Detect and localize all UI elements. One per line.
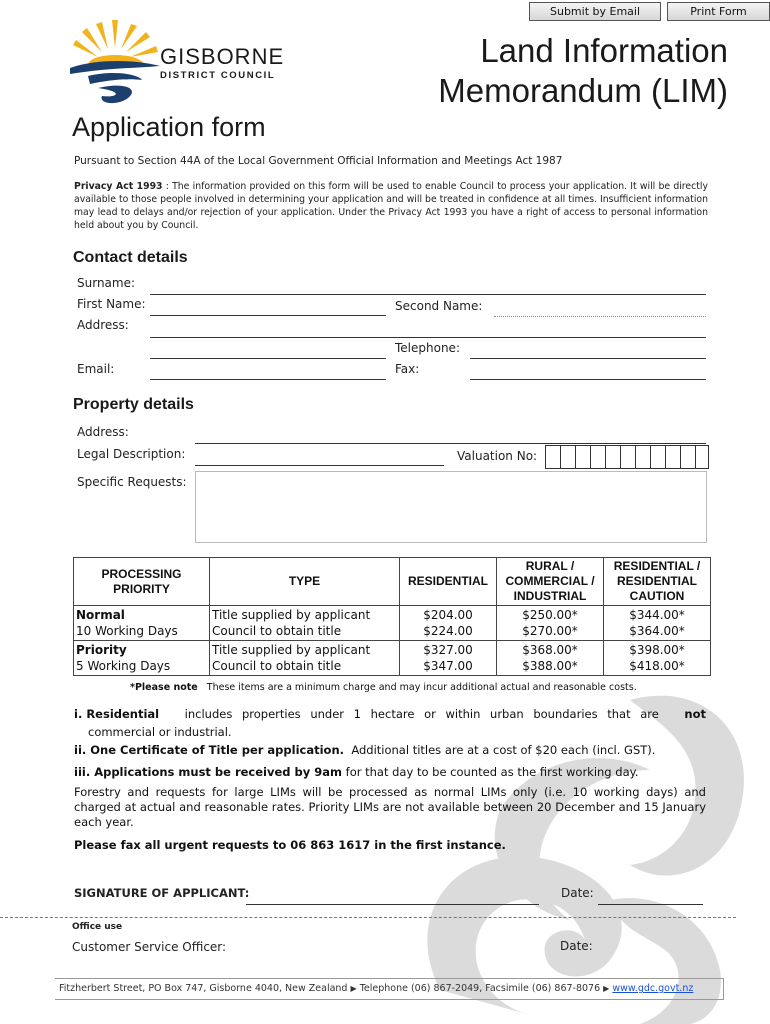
- surname-field[interactable]: [150, 294, 706, 295]
- application-form-heading: Application form: [72, 112, 266, 142]
- surname-label: Surname:: [77, 276, 136, 290]
- logo-subtitle: DISTRICT COUNCIL: [160, 70, 276, 81]
- address-label: Address:: [77, 318, 129, 332]
- note-residential: i. Residential includes properties under 1 hectare or within urban boundaries that are not commercial or industrial.: [74, 707, 706, 739]
- footer-bar: [55, 978, 724, 1000]
- table-row: [74, 641, 711, 676]
- email-field[interactable]: [150, 379, 386, 380]
- second-name-label: Second Name:: [395, 299, 483, 313]
- residential-cell: $204.00 $224.00: [400, 606, 497, 641]
- footer-address: Fitzherbert Street, PO Box 747, Gisborne 4040, New Zealand: [59, 983, 348, 994]
- legal-description-label: Legal Description:: [77, 447, 186, 461]
- footer-arrow-icon: ▶: [603, 984, 610, 993]
- processing-fees-table: [73, 557, 711, 676]
- property-details-heading: Property details: [73, 396, 194, 413]
- header-rural-commercial: RURAL / COMMERCIAL / INDUSTRIAL: [497, 558, 604, 606]
- first-name-field[interactable]: [150, 315, 386, 316]
- page-title-line-1: Land Information: [480, 32, 728, 69]
- submit-by-email-button[interactable]: Submit by Email: [529, 2, 661, 21]
- table-row: [74, 606, 711, 641]
- property-address-label: Address:: [77, 425, 129, 439]
- please-note: *Please note These items are a minimum charge and may incur additional actual and reasonable costs.: [130, 682, 637, 693]
- note-forestry: Forestry and requests for large LIMs will be processed as normal LIMs only (i.e. 10 working days) and charged at actual and reasonable rates. Priority LIMs are not available between 20 December and 15 January each year.: [74, 785, 706, 829]
- privacy-text: : The information provided on this form will be used to enable Council to process your application. It will be directly available to those people involved in determining your application and will be treated in confidence at all times. Insufficient information may lead to delays and/or rejection of your application. Under the Privacy Act 1993 you have a right of access to personal information held about you by Council.: [74, 181, 708, 231]
- specific-requests-label: Specific Requests:: [77, 475, 187, 489]
- specific-requests-field[interactable]: [195, 471, 707, 543]
- telephone-label: Telephone:: [395, 341, 460, 355]
- office-date-label: Date:: [560, 939, 593, 953]
- signature-date-field[interactable]: [598, 904, 703, 905]
- print-form-button[interactable]: Print Form: [667, 2, 770, 21]
- rural-cell: $368.00* $388.00*: [497, 641, 604, 676]
- page-title-line-2: Memorandum (LIM): [438, 72, 728, 109]
- customer-service-officer-label: Customer Service Officer:: [72, 940, 227, 954]
- email-label: Email:: [77, 362, 115, 376]
- header-residential-caution: RESIDENTIAL / RESIDENTIAL CAUTION: [604, 558, 711, 606]
- second-name-field[interactable]: [494, 316, 706, 317]
- pursuant-text: Pursuant to Section 44A of the Local Government Official Information and Meetings Act 1987: [74, 155, 563, 167]
- office-use-divider: [0, 917, 736, 918]
- header-residential: RESIDENTIAL: [400, 558, 497, 606]
- fax-field[interactable]: [470, 379, 706, 380]
- header-processing-priority: PROCESSING PRIORITY: [74, 558, 210, 606]
- note-deadline: iii. Applications must be received by 9am for that day to be counted as the first working day.: [74, 765, 639, 779]
- caution-cell: $344.00* $364.00*: [604, 606, 711, 641]
- address-field-line-1[interactable]: [150, 337, 706, 338]
- rural-cell: $250.00* $270.00*: [497, 606, 604, 641]
- signature-field[interactable]: [246, 904, 539, 905]
- legal-description-field[interactable]: [195, 465, 444, 466]
- priority-cell: Priority 5 Working Days: [74, 641, 210, 676]
- type-cell: Title supplied by applicant Council to obtain title: [210, 641, 400, 676]
- note-certificate-of-title: ii. One Certificate of Title per application. Additional titles are at a cost of $20 each (incl. GST).: [74, 743, 656, 757]
- priority-cell: Normal 10 Working Days: [74, 606, 210, 641]
- privacy-label: Privacy Act 1993: [74, 181, 163, 192]
- note-urgent-fax: Please fax all urgent requests to 06 863 1617 in the first instance.: [74, 838, 506, 852]
- first-name-label: First Name:: [77, 297, 146, 311]
- privacy-statement: [74, 180, 708, 232]
- signature-label: SIGNATURE OF APPLICANT:: [74, 886, 250, 900]
- contact-details-heading: Contact details: [73, 249, 188, 266]
- type-cell: Title supplied by applicant Council to obtain title: [210, 606, 400, 641]
- header-type: TYPE: [210, 558, 400, 606]
- footer-website-link[interactable]: www.gdc.govt.nz: [612, 983, 694, 994]
- telephone-field[interactable]: [470, 358, 706, 359]
- valuation-number-label: Valuation No:: [457, 449, 538, 463]
- fax-label: Fax:: [395, 362, 420, 376]
- property-address-field[interactable]: [195, 443, 706, 444]
- address-field-line-2[interactable]: [150, 358, 386, 359]
- council-logo-icon: [68, 18, 163, 110]
- caution-cell: $398.00* $418.00*: [604, 641, 711, 676]
- office-use-label: Office use: [72, 922, 123, 932]
- residential-cell: $327.00 $347.00: [400, 641, 497, 676]
- footer-arrow-icon: ▶: [350, 984, 357, 993]
- valuation-number-field[interactable]: [545, 445, 709, 469]
- logo-name: GISBORNE: [160, 44, 285, 69]
- signature-date-label: Date:: [561, 886, 594, 900]
- footer-phone: Telephone (06) 867-2049, Facsimile (06) 867-8076: [359, 983, 601, 994]
